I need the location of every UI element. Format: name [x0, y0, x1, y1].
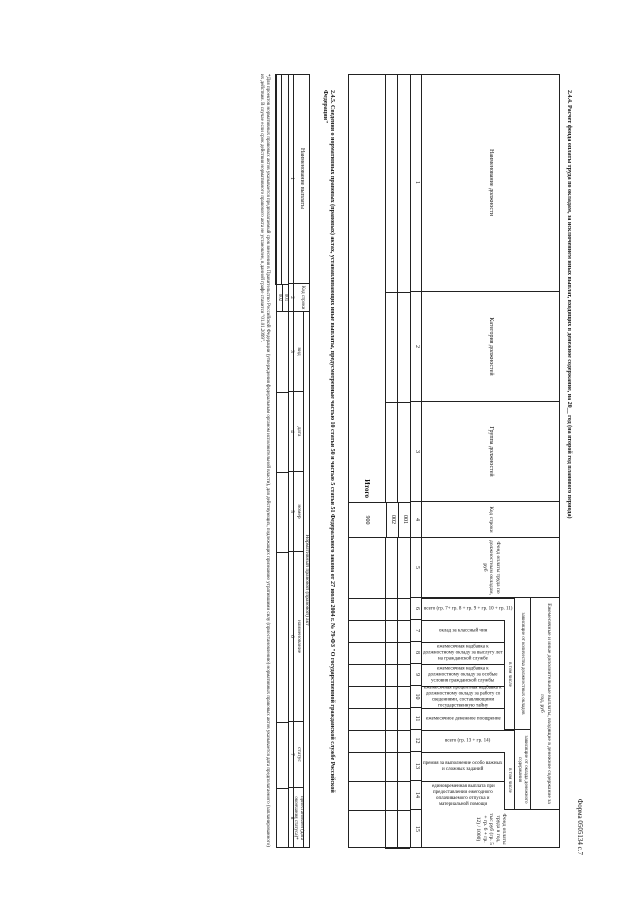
header-total-1: всего (гр. 7+ гр. 8 + гр. 9 + гр. 10 + гр. 11)	[422, 598, 514, 620]
header-line-code: Код строки	[422, 502, 560, 538]
section-2-4-5-title: 2.4.5. Сведения о нормативных правовых (правовых) актах, устанавливающих иные выплаты, предусмотренные частью 10 статьи 50 и частью 5 статьи 51 Федерального закона от 27 июля 2004 г. № 79-ФЗ "О государственной гражданской службе Российской Федерации"	[322, 90, 335, 793]
header-including-1: в том числе	[504, 620, 514, 730]
t2-colnum-6: 6	[288, 552, 294, 722]
total-label: Итого	[363, 479, 371, 498]
header-annual-fund: Фонд оплаты труда в год, тыс руб (гр. 5 + гр. 6 + гр. 12) / 1000)	[475, 813, 508, 845]
header-seniority: ежемесячная надбавка к должностному окладу за выслугу лет на гражданской службе	[422, 642, 504, 664]
colnum-8: 8	[410, 642, 422, 664]
row-code-001: 001	[398, 502, 410, 538]
colnum-2: 2	[410, 292, 422, 402]
header-special-conditions: ежемесячная надбавка к должностному окладу за особые условия гражданской службы	[422, 664, 504, 686]
header-including-2: в том числе	[504, 752, 514, 810]
header-salary-fund: Фонд оплаты труда по должностным окладам, руб	[422, 538, 560, 598]
section-title: 2.4.4. Расчет фонда оплаты труда по окладам, за исключением иных выплат, входящих в денежное содержание, на 20__ год (на второй год планового периода)	[566, 90, 572, 519]
colnum-1: 1	[410, 74, 422, 292]
t2-colnum-2: 2	[288, 284, 294, 312]
colnum-13: 13	[410, 752, 422, 781]
total-code: 900	[348, 502, 386, 538]
header-position-name: Наименование должности	[422, 74, 560, 292]
colnum-7: 7	[410, 620, 422, 642]
t2-colnum-4: 4	[288, 392, 294, 472]
header-name: наименование	[294, 552, 303, 722]
header-depending-on-salary: зависящие от оклада денежного содержания	[514, 730, 530, 810]
header-suspension: приостановлен (дата окончания статуса)*	[293, 795, 305, 841]
npa-table	[276, 74, 310, 848]
row-code-002: 002	[386, 502, 398, 538]
colnum-4: 4	[410, 502, 422, 538]
header-status: статус	[294, 722, 303, 788]
header-position-group: Группа должностей	[422, 402, 560, 502]
t2-colnum-1: 1	[288, 74, 294, 284]
header-total-2: всего (гр. 13 + гр. 14)	[422, 730, 514, 752]
t2-colnum-5: 5	[288, 472, 294, 552]
header-other-payments-group: Ежемесячные и иные дополнительные выплаты, входящие в денежное содержание за год, руб	[530, 598, 560, 810]
header-type: вид	[294, 312, 303, 392]
colnum-12: 12	[410, 730, 422, 752]
t2-colnum-7: 7	[288, 722, 294, 788]
header-date: дата	[294, 392, 303, 472]
form-code: Форма 0505134 с.7	[576, 798, 584, 855]
header-vacation-payment: единовременная выплата при предоставлении ежегодного оплачиваемого отпуска и материальной помощи	[422, 781, 504, 810]
header-monetary-incentive: ежемесячное денежное поощрение	[422, 708, 504, 730]
header-depending-on-count: зависящие от количества должностных окладов	[514, 598, 530, 730]
colnum-3: 3	[410, 402, 422, 502]
t2-row-code-001: 001	[282, 284, 288, 312]
colnum-9: 9	[410, 664, 422, 686]
header-npa-group: Нормативный правовой (правовой) акт	[303, 312, 310, 848]
header-bonus: премия за выполнение особо важных и сложных заданий	[422, 752, 504, 781]
salary-fund-table	[348, 74, 560, 848]
header-number: номер	[294, 472, 303, 552]
colnum-15: 15	[410, 810, 422, 848]
colnum-10: 10	[410, 686, 422, 708]
t2-row-code-002: 002	[276, 284, 282, 312]
colnum-6: 6	[410, 598, 422, 620]
header-position-category: Категория должностей	[422, 292, 560, 402]
t2-colnum-8: 8	[288, 788, 294, 848]
header-line-code-2: Код строки	[294, 284, 310, 312]
header-state-secret: ежемесячная процентная надбавка к должностному окладу за работу со сведениями, составляющими государственную тайну	[422, 686, 504, 708]
footnote: *Для проектов нормативных правовых актов указывается предполагаемый срок внесения в Правительство Российской Федерации (утверждения федеральным органом исполнительной власти), для действующих, подлежащих признанию утратившими силу (приостановлению) нормативных правовых актов указывается дата предполагаемого (запланированного) их действия. В случае если срок действия нормативного правового акта не установлен, в данной графе ставится "01.01.2099".	[259, 74, 270, 847]
t2-colnum-3: 3	[288, 312, 294, 392]
header-payment-name: Наименование выплаты	[294, 74, 310, 284]
header-class-rank: оклад за классный чин	[422, 620, 504, 642]
colnum-11: 11	[410, 708, 422, 730]
data-rows	[386, 74, 410, 848]
colnum-5: 5	[410, 538, 422, 598]
colnum-14: 14	[410, 781, 422, 810]
